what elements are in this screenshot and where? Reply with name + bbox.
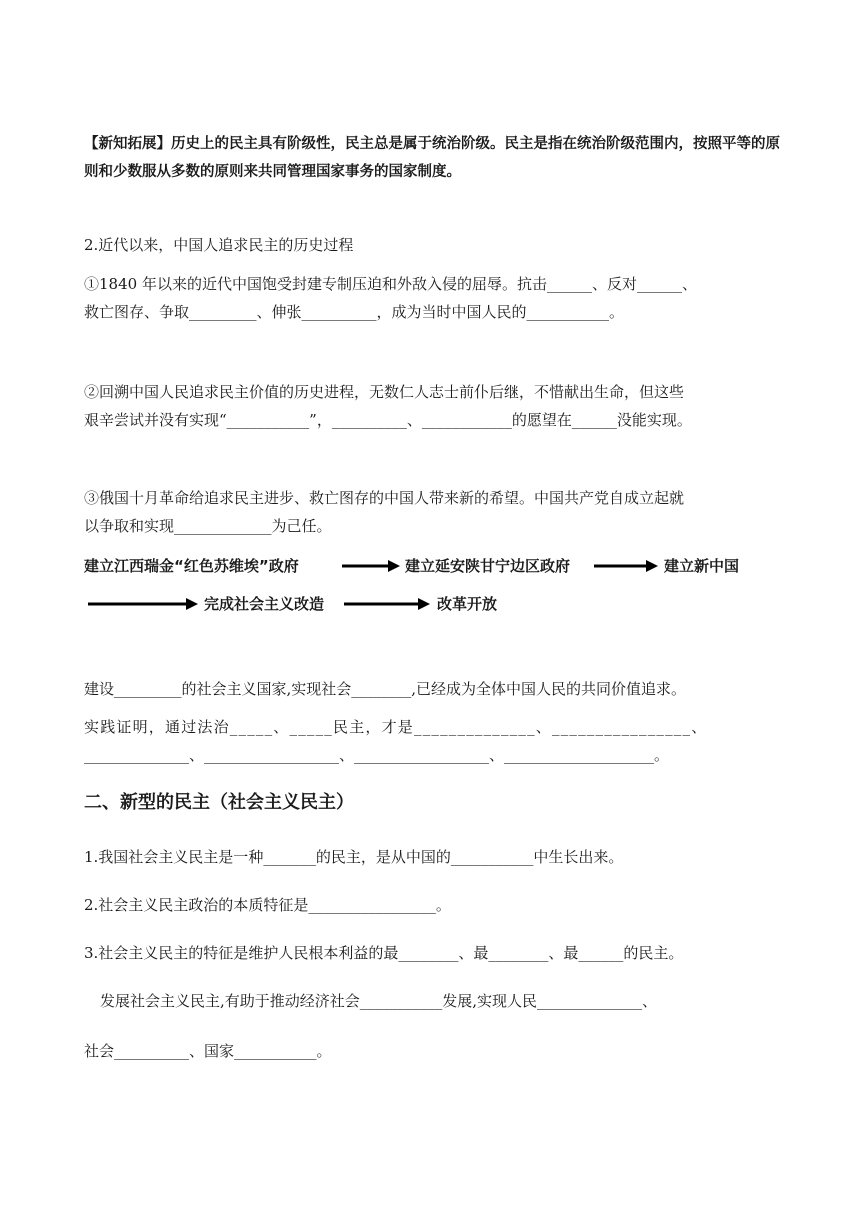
question-2: 2.社会主义民主政治的本质特征是_________________。 — [84, 896, 451, 914]
item-1 — [84, 270, 784, 326]
extension-text: 历史上的民主具有阶级性，民主总是属于统治阶级。民主是指在统治阶级范围内，按照平等的原则和少数服从多数的原则来共同管理国家事务的国家制度。 — [84, 136, 780, 180]
build-line-2: 实践证明，通过法治_____、_____民主，才是______________、________________、 — [84, 718, 708, 736]
build-lines-block — [84, 713, 784, 769]
question-1-block — [84, 843, 784, 871]
flow-step-1: 建立江西瑞金“红色苏维埃”政府 — [84, 557, 299, 575]
section-2-title-block — [84, 231, 784, 259]
part-2-heading-block — [84, 788, 784, 818]
extension-label: 【新知拓展】 — [84, 136, 171, 152]
arrow-right-icon — [344, 595, 430, 613]
build-line-1: 建设_________的社会主义国家,实现社会________,已经成为全体中国人民的共同价值追求。 — [84, 680, 687, 698]
develop-line-2: 社会__________、国家___________。 — [84, 1042, 332, 1060]
section-2-title: 2.近代以来，中国人追求民主的历史过程 — [84, 236, 354, 254]
develop-line-1-block — [100, 987, 800, 1015]
item-2-line-2: 艰辛尝试并没有实现“___________”，__________、____________的愿望在______没能实现。 — [84, 411, 692, 429]
item-3-line-2: 以争取和实现_____________为己任。 — [84, 517, 332, 535]
arrow-right-icon — [594, 557, 658, 575]
flow-step-2: 建立延安陕甘宁边区政府 — [405, 557, 571, 575]
question-3-block — [84, 939, 784, 967]
flow-row-1 — [84, 553, 784, 579]
item-1-line-2: 救亡图存、争取_________、伸张__________，成为当时中国人民的___________。 — [84, 303, 625, 321]
build-line-1-block — [84, 675, 784, 703]
item-1-line-1: ①1840 年以来的近代中国饱受封建专制压迫和外敌入侵的屈辱。抗击______、反对______、 — [84, 275, 697, 293]
arrow-right-icon — [342, 557, 400, 575]
flow-row-2 — [84, 591, 784, 617]
flow-step-3: 建立新中国 — [664, 557, 740, 575]
extension-paragraph — [84, 130, 784, 186]
item-3 — [84, 484, 784, 540]
question-2-block — [84, 891, 784, 919]
item-3-line-1: ③俄国十月革命给追求民主进步、救亡图存的中国人带来新的希望。中国共产党自成立起就 — [84, 489, 685, 507]
develop-line-2-block — [84, 1037, 784, 1065]
question-3: 3.社会主义民主的特征是维护人民根本利益的最________、最________、最______的民主。 — [84, 944, 684, 962]
item-2-line-1: ②回溯中国人民追求民主价值的历史进程，无数仁人志士前仆后继，不惜献出生命，但这些 — [84, 383, 685, 401]
flow-step-4: 完成社会主义改造 — [204, 595, 325, 613]
build-line-3: ______________、__________________、__________________、____________________。 — [84, 746, 670, 764]
part-2-heading: 二、新型的民主（社会主义民主） — [84, 792, 354, 813]
develop-line-1: 发展社会主义民主,有助于推动经济社会___________发展,实现人民______________、 — [100, 992, 658, 1010]
flow-step-5: 改革开放 — [437, 595, 498, 613]
arrow-right-icon — [88, 595, 198, 613]
question-1: 1.我国社会主义民主是一种_______的民主，是从中国的___________中生长出来。 — [84, 848, 624, 866]
item-2 — [84, 378, 784, 434]
